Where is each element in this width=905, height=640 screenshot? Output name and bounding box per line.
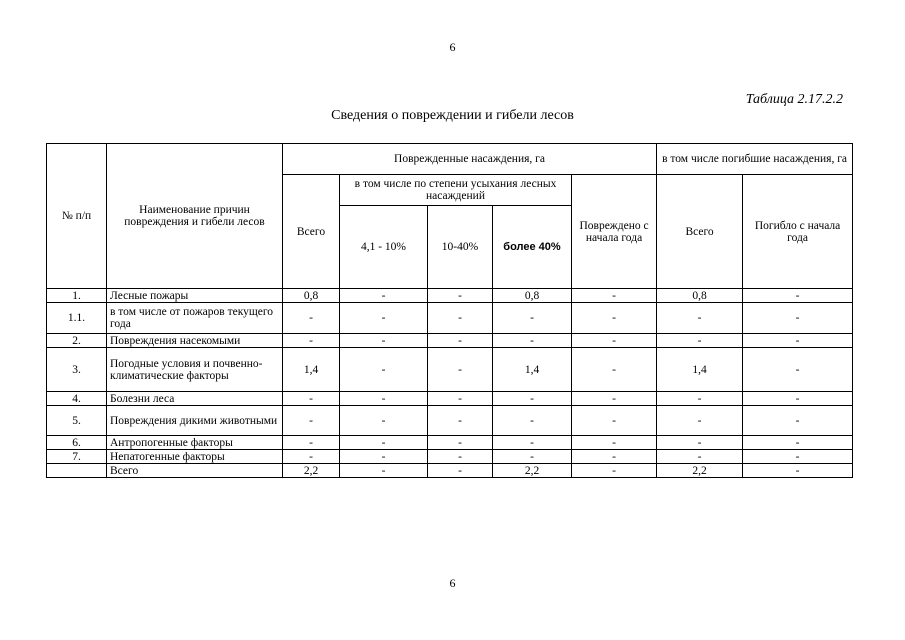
row-total: 1,4 [283,348,340,392]
row-deg3: 1,4 [493,348,572,392]
table-row-total [47,464,853,478]
row-dead-since: - [743,392,853,406]
row-name: в том числе от пожаров текущего года [107,303,283,334]
table-row [47,348,853,392]
row-deg3: - [493,334,572,348]
header-damaged-group: Поврежденные насаждения, га [283,144,657,175]
table-title: Сведения о повреждении и гибели лесов [331,108,574,123]
row-deg1: - [340,436,428,450]
table-row [47,450,853,464]
row-total: - [283,436,340,450]
row-since: - [572,334,657,348]
row-deg1: - [340,464,428,478]
row-name: Лесные пожары [107,289,283,303]
header-deg2: 10-40% [428,206,493,289]
row-total: - [283,406,340,436]
row-dead-since: - [743,450,853,464]
header-name: Наименование причин повреждения и гибели лесов [107,144,283,289]
row-dead: - [657,406,743,436]
row-deg1: - [340,303,428,334]
table-row [47,392,853,406]
row-deg2: - [428,334,493,348]
row-dead-since: - [743,406,853,436]
row-deg2: - [428,392,493,406]
row-total: - [283,303,340,334]
row-deg3: - [493,392,572,406]
row-num: 1.1. [47,303,107,334]
header-num: № п/п [47,144,107,289]
row-name: Антропогенные факторы [107,436,283,450]
row-since: - [572,392,657,406]
row-dead-since: - [743,289,853,303]
row-dead: - [657,303,743,334]
row-total: - [283,392,340,406]
header-damaged-since-start: Повреждено с начала года [572,175,657,289]
row-name: Повреждения насекомыми [107,334,283,348]
row-deg3: - [493,436,572,450]
row-deg1: - [340,289,428,303]
row-since: - [572,450,657,464]
table-row [47,334,853,348]
row-deg2: - [428,289,493,303]
page-number-top: 6 [449,40,456,54]
row-total: - [283,334,340,348]
table-id: Таблица 2.17.2.2 [745,92,843,107]
row-deg2: - [428,450,493,464]
row-deg1: - [340,406,428,436]
row-name: Болезни леса [107,392,283,406]
row-num: 7. [47,450,107,464]
row-deg2: - [428,436,493,450]
row-num: 5. [47,406,107,436]
header-dead-group: в том числе погибшие насаждения, га [657,144,853,175]
row-dead-since: - [743,436,853,450]
header-deg3: более 40% [493,206,572,289]
row-num [47,464,107,478]
row-dead-since: - [743,303,853,334]
row-deg1: - [340,392,428,406]
row-since: - [572,406,657,436]
row-deg1: - [340,348,428,392]
row-deg2: - [428,406,493,436]
table-row [47,406,853,436]
header-dead-since-start: Погибло с начала года [743,175,853,289]
table-row [47,303,853,334]
row-deg1: - [340,334,428,348]
row-deg1: - [340,450,428,464]
row-since: - [572,436,657,450]
row-num: 1. [47,289,107,303]
row-total: - [283,450,340,464]
damage-table [46,143,853,478]
row-since: - [572,303,657,334]
row-dead: 0,8 [657,289,743,303]
header-deg1: 4,1 - 10% [340,206,428,289]
table-row [47,289,853,303]
row-name: Непатогенные факторы [107,450,283,464]
row-since: - [572,289,657,303]
row-dead: 1,4 [657,348,743,392]
row-num: 2. [47,334,107,348]
row-since: - [572,464,657,478]
header-total: Всего [283,175,340,289]
row-dead: - [657,392,743,406]
row-num: 6. [47,436,107,450]
row-num: 3. [47,348,107,392]
row-dead: 2,2 [657,464,743,478]
row-dead-since: - [743,334,853,348]
row-deg2: - [428,464,493,478]
row-dead: - [657,334,743,348]
row-deg3: - [493,406,572,436]
row-name: Погодные условия и почвенно-климатические факторы [107,348,283,392]
row-deg3: 2,2 [493,464,572,478]
row-dead: - [657,450,743,464]
row-deg3: - [493,303,572,334]
row-dead-since: - [743,348,853,392]
page-number-bottom: 6 [449,576,456,590]
header-dead-total: Всего [657,175,743,289]
row-deg2: - [428,348,493,392]
row-total: 0,8 [283,289,340,303]
row-dead: - [657,436,743,450]
row-total: 2,2 [283,464,340,478]
row-since: - [572,348,657,392]
row-deg3: - [493,450,572,464]
row-deg2: - [428,303,493,334]
row-num: 4. [47,392,107,406]
row-name: Повреждения дикими животными [107,406,283,436]
table-row [47,436,853,450]
row-name: Всего [107,464,283,478]
row-dead-since: - [743,464,853,478]
row-deg3: 0,8 [493,289,572,303]
header-by-degree: в том числе по степени усыхания лесных насаждений [340,175,572,206]
